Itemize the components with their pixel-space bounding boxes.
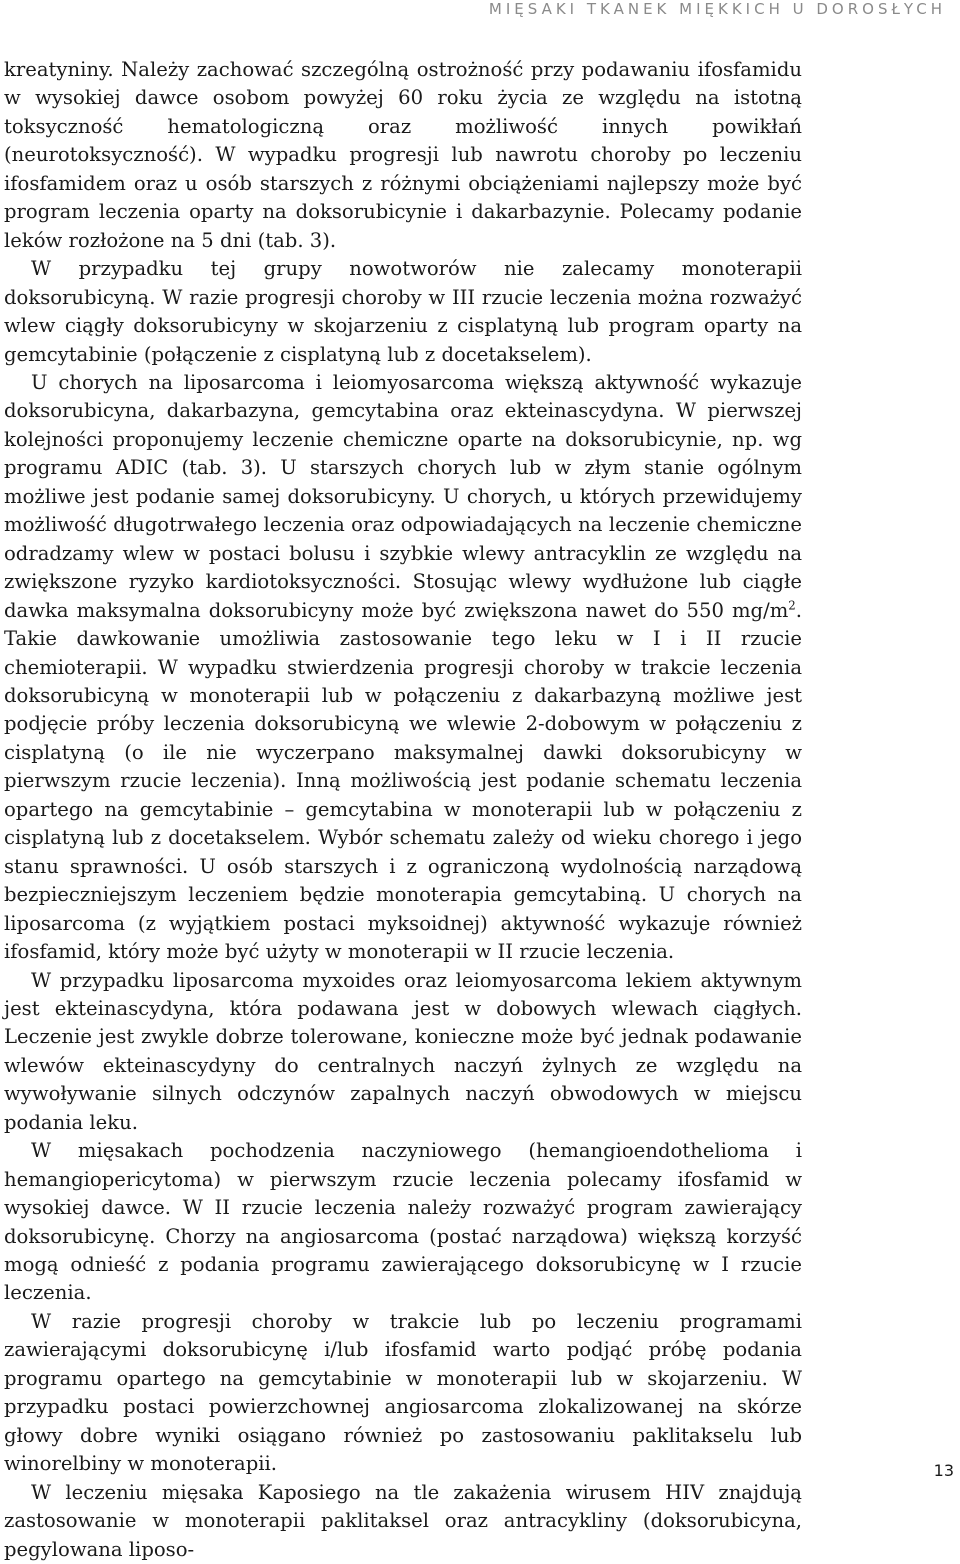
paragraph: W leczeniu mięsaka Kaposiego na tle zakażenia wirusem HIV znajdują zastosowanie w monoterapii paklitaksel oraz antracykliny (doksorubicyna, pegylowana liposo- — [4, 1480, 802, 1561]
paragraph: W mięsakach pochodzenia naczyniowego (hemangioendothelioma i hemangiopericytoma) w pierwszym rzucie leczenia polecamy ifosfamid w wysokiej dawce. W II rzucie leczenia należy rozważyć program zawierający doksorubicynę. Chorzy na angiosarcoma (postać narządowa) większą korzyść mogą odnieść z podania programu zawierającego doksorubicynę w I rzucie leczenia. — [4, 1139, 802, 1305]
body-text — [4, 56, 802, 1564]
paragraph-text: U chorych na liposarcoma i leiomyosarcoma większą aktywność wykazuje doksorubicyna, dakarbazyna, gemcytabina oraz ekteinascydyna. W pierwszej kolejności proponujemy leczenie chemiczne oparte na doksorubicynie, np. wg programu ADIC (tab. 3). U starszych chorych lub w złym stanie ogólnym możliwe jest podanie samej doksorubicyny. U chorych, u których przewidujemy możliwość długotrwałego leczenia oraz odpowiadających na leczenie chemiczne odradzamy wlew w postaci bolusu i szybkie wlewy antracyklin ze względu na zwiększone ryzyko kardiotoksyczności. Stosując wlewy wydłużone lub ciągłe dawka maksymalna doksorubicyny może być zwiększona nawet do 550 mg/m — [4, 370, 802, 622]
paragraph: kreatyniny. Należy zachować szczególną ostrożność przy podawaniu ifosfamidu w wysokiej dawce osobom powyżej 60 roku życia ze względu na istotną toksyczność hematologiczną oraz możliwość innych powikłań (neurotoksyczność). W wypadku progresji lub nawrotu choroby po leczeniu ifosfamidem oraz u osób starszych z różnymi obciążeniami najlepszy może być program leczenia oparty na doksorubicynie i dakarbazynie. Polecamy podanie leków rozłożone na 5 dni (tab. 3). — [4, 58, 802, 252]
paragraph — [4, 369, 802, 967]
paragraph: W przypadku tej grupy nowotworów nie zalecamy monoterapii doksorubicyną. W razie progresji choroby w III rzucie leczenia można rozważyć wlew ciągły doksorubicyny w skojarzeniu z cisplatyną lub program oparty na gemcytabinie (połączenie z cisplatyną lub z docetakselem). — [4, 257, 802, 366]
paragraph: W przypadku liposarcoma myxoides oraz leiomyosarcoma lekiem aktywnym jest ekteinascydyna, która podawana jest w dobowych wlewach ciągłych. Leczenie jest zwykle dobrze tolerowane, konieczne może być jednak podawanie wlewów ekteinascydyny do centralnych naczyń żylnych ze względu na wywoływanie silnych odczynów zapalnych naczyń obwodowych w miejscu podania leku. — [4, 968, 802, 1134]
running-header: MIĘSAKI TKANEK MIĘKKICH U DOROSŁYCH — [488, 0, 946, 18]
superscript: 2 — [788, 598, 796, 613]
paragraph-text: . Takie dawkowanie umożliwia zastosowanie tego leku w I i II rzucie chemioterapii. W wypadku stwierdzenia progresji choroby w trakcie leczenia doksorubicyną w monoterapii lub w połączeniu z dakarbazyną możliwe jest podjęcie próby leczenia doksorubicyną we wlewie 2-dobowym w połączeniu z cisplatyną (o ile nie wyczerpano maksymalnej dawki doksorubicyny w pierwszym rzucie leczenia). Inną możliwością jest podanie schematu leczenia opartego na gemcytabinie – gemcytabina w monoterapii lub w połączeniu z cisplatyną lub z docetakselem. Wybór schematu zależy od wieku chorego i jego stanu sprawności. U osób starszych i z ograniczoną wydolnością narządową bezpieczniejszym leczeniem będzie monoterapia gemcytabiną. U chorych na liposarcoma (z wyjątkiem postaci myksoidnej) aktywność wykazuje również ifosfamid, który może być użyty w monoterapii w II rzucie leczenia. — [4, 598, 802, 964]
page-number: 13 — [933, 1461, 954, 1480]
paragraph: W razie progresji choroby w trakcie lub po leczeniu programami zawierającymi doksorubicynę i/lub ifosfamid warto podjąć próbę podania programu opartego na gemcytabinie w monoterapii lub w skojarzeniu. W przypadku postaci powierzchownej angiosarcoma zlokalizowanej na skórze głowy dobre wyniki osiągano również po zastosowaniu paklitakselu lub winorelbiny w monoterapii. — [4, 1309, 802, 1476]
